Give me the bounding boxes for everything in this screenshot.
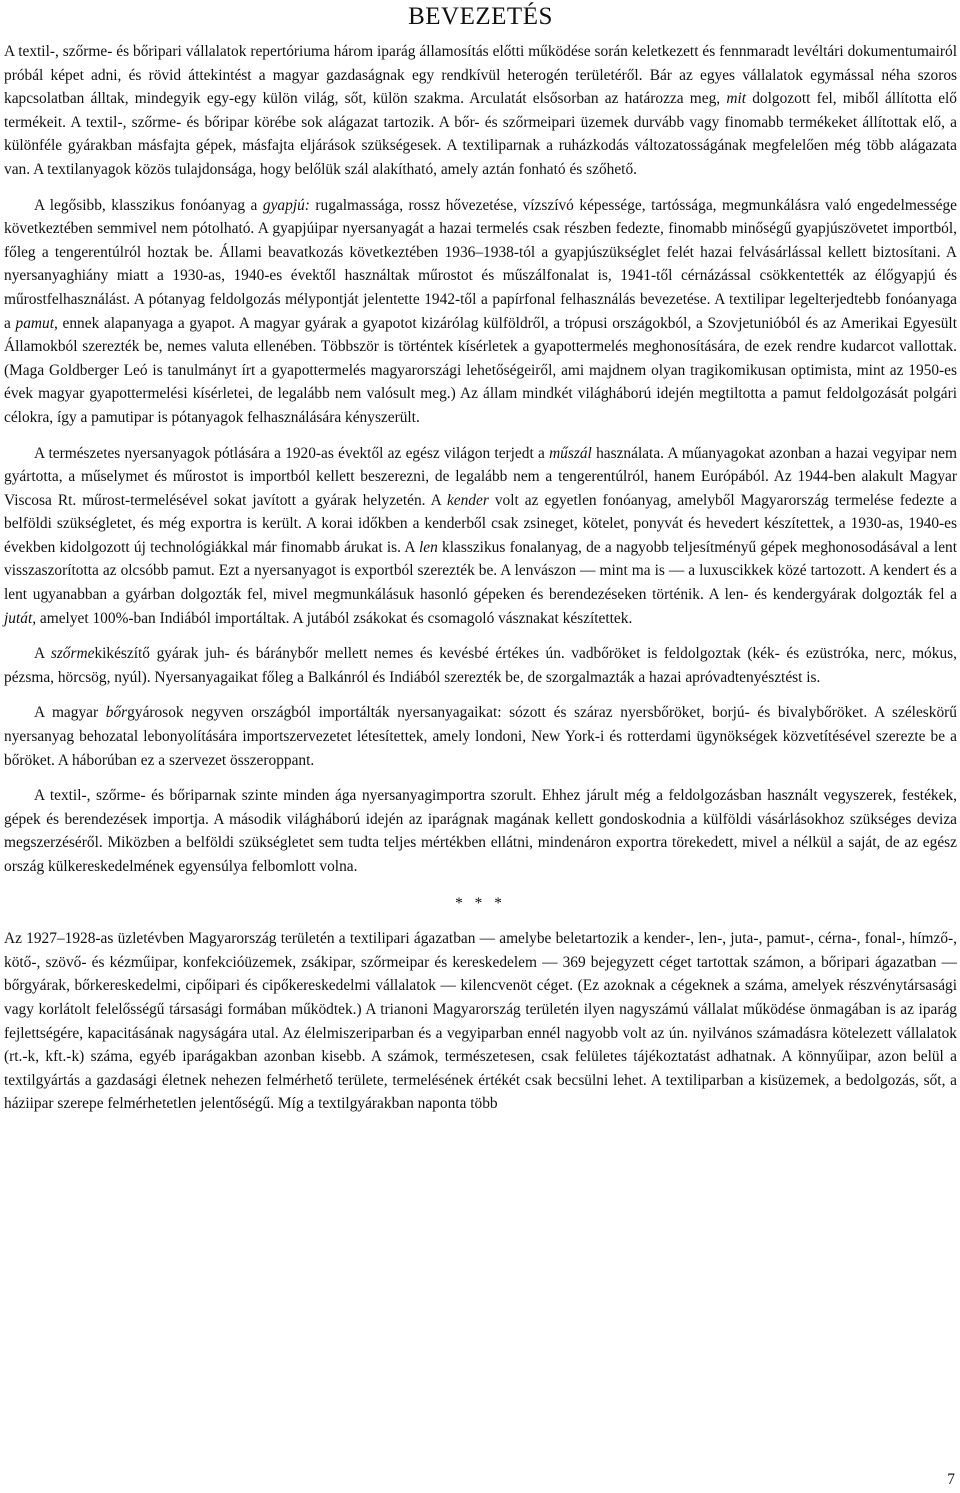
paragraph-text: Az 1927–1928-as üzletévben Magyarország területén a textilipari ágazatban — amelybe beletartozik a kender-, len-, juta-, pamut-, cérna-, fonal-, hímző-, kötő-, szövő- és kézműipar, konfekcióüzemek, zsákipar, szőrmeipar és kereskedelem — 369 bejegyzett céget tartottak számon, a bőripari ágazatban — bőrgyárak, bőrkereskedelmi, cipőipari és cipőkereskedelmi vállalatok — kilencvenöt céget. (Ez azoknak a cégeknek a száma, amelyek részvénytársasági vagy korlátolt felelősségű társasági formában működtek.) A trianoni Magyarország területén ilyen nagyszámú vállalat működése önmagában is az iparág fejlettségére, kapacitásának nagyságára utal. Az élelmiszeriparban és a vegyiparban ennél nagyobb volt az ún. nyilvános számadásra kötelezett vállalatok (rt.-k, kft.-k) száma, egyéb iparágakban azonban kisebb. A számok, természetesen, csak felületes tájékoztatást adhatnak. A könnyűipar, azon belül a textilgyártás a gazdasági életnek nehezen felmérhető területe, termelésének értékét csak becsülni lehet. A textiliparban a kisüzemek, a bedolgozás, sőt, a háziipar szerepe felmérhetetlen jelentőségű. Míg a textilgyárakban naponta több: [4, 930, 957, 1113]
emphasized-term: jutát,: [4, 609, 37, 627]
paragraph-text: dolgozott fel, miből állította elő termékeit. A textil-, szőrme- és bőripar körébe sok alágazat tartozik. A bőr- és szőrmeipari üzemek durvább vagy finomabb termékeket állítottak elő, a különféle gyárakban másfajta gépek, másfajta eljárások szükségesek. A textiliparnak a ruházkodás változatosságának megfelelően még több alágazata van. A textilanyagok közös tulajdonsága, hogy belőlük szál alakítható, amely aztán fonható és szőhető.: [4, 90, 957, 178]
emphasized-term: pamut,: [15, 314, 58, 332]
page-title: BEVEZETÉS: [408, 3, 553, 30]
emphasized-term: szőrme: [50, 645, 95, 663]
emphasized-term: kender: [446, 491, 489, 509]
body-paragraph: [4, 701, 957, 772]
paragraph-text: amelyet 100%-ban Indiából importáltak. A jutából zsákokat és csomagoló vásznakat készítettek.: [36, 609, 633, 627]
body-paragraph: [4, 194, 957, 430]
paragraph-text: A textil-, szőrme- és bőriparnak szinte minden ága nyersanyagimportra szorult. Ehhez járult még a feldolgozásban használt vegyszerek, festékek, gépek és berendezések importja. A második világháború idején az iparágnak magának kellett gondoskodnia a külföldi vásárlásokhoz szükséges deviza megszerzéséről. Miközben a belföldi szükségletet sem tudta teljes mértékben ellátni, mindenáron exportra törekedett, mivel a nélkül a saját, de az egész ország külkereskedelmének egyensúlya felbomlott volna.: [4, 787, 957, 875]
paragraph-text: A textil-, szőrme- és bőripari vállalatok repertóriuma három iparág államosítás előtti működése során keletkezett és fennmaradt levéltári dokumentumairól próbál képet adni, és rövid áttekintést a magyar gazdaságnak egy rendkívül heterogén területéről. Bár az egyes vállalatok egymással néha szoros kapcsolatban álltak, mindegyik egy-egy külön világ, sőt, külön szakma. Arculatát elsősorban az határozza meg,: [4, 43, 957, 108]
body-paragraph: [4, 784, 957, 878]
paragraph-text: A magyar: [34, 704, 106, 722]
body-paragraph: [4, 927, 957, 1116]
paragraph-text: gyárosok negyven országból importálták nyersanyagaikat: sózott és száraz nyersbőröket, borjú- és bivalybőröket. A széleskörű nyersanyag behozatal lebonyolítására importszervezetet létesítettek, amely londoni, New York-i és rotterdami ügynökségek közvetítésével szerezte be a bőröket. A háborúban ez a szervezet összeroppant.: [4, 704, 957, 769]
paragraph-text: A természetes nyersanyagok pótlására a 1920-as évektől az egész világon terjedt a: [34, 444, 550, 462]
emphasized-term: gyapjú:: [262, 196, 310, 214]
paragraph-text: klasszikus fonalanyag, de a nagyobb teljesítményű gépek meghonosodásával a lent visszaszorította az olcsóbb pamut. Ezt a nyersanyagot is exportból szerezték be. A lenvászon — mint ma is — a luxuscikkek közé tartozott. A kendert és a lent ugyanabban a gyárban dolgozták fel, mivel megmunkálásuk hasonló gépeken és berendezéseken történik. A len- és kendergyárak dolgozták fel a: [4, 538, 957, 604]
emphasized-term: mit: [726, 90, 747, 108]
paragraph-text: rugalmassága, rossz hővezetése, vízszívó képessége, tartóssága, megmunkálásra való engedelmessége következtében semmivel nem pótolható. A gyapjúipar nyersanyagát a hazai termelés csak részben fedezte, finomabb minőségű gyapjúszövetet importból, főleg a tengerentúlról hoztak be. Állami beavatkozás következtében 1936–1938-tól a gyapjúszükséglet felét hazai felvásárlással kellett biztosítani. A nyersanyaghiány miatt a 1930-as, 1940-es évektől használtak műrostot és műszálfonalat is, 1941-től cérnázással csökkentették az élőgyapjú és műrostfelhasználást. A pótanyag feldolgozás mélypontját jelentette 1942-től a papírfonal felhasználás bevezetése. A textilipar legelterjedtebb fonóanyaga a: [4, 196, 957, 332]
paragraph-text: ennek alapanyaga a gyapot. A magyar gyárak a gyapotot kizárólag külföldről, a trópusi országokból, a Szovjetunióból és az Amerikai Egyesült Államokból szerezték be, nemes valuta ellenében. Többször is történtek kísérletek a gyapottermelés meghonosítására, de ezek rendre kudarcot vallottak. (Maga Goldberger Leó is tanulmányt írt a gyapottermelés magyarországi lehetőségeiről, ami majdnem olyan tragikomikusan optimista, mint az 1950-es évek magyar gyapottermelési kísérletei, de legalább nem valósult meg.) Az állam mindkét világháború idején megtiltotta a pamut feldolgozását polgári célokra, így a pamutipar is pótanyagok felhasználására kényszerült.: [4, 314, 957, 426]
document-body: [4, 40, 957, 1116]
emphasized-term: bőr: [105, 704, 128, 722]
body-paragraph: [4, 642, 957, 689]
paragraph-text: A: [34, 645, 51, 663]
body-paragraph: [4, 442, 957, 631]
paragraph-text: volt az egyetlen fonóanyag, amelyből Magyarország termelése fedezte a belföldi szükségletet, és még exportra is került. A korai időkben a kenderből csak zsineget, kötelet, ponyvát és hevedert készítettek, a 1930-as, 1940-es években kidolgozott új technológiákkal már finomabb árukat is. A: [4, 491, 957, 556]
section-separator: * * *: [455, 894, 506, 912]
body-paragraph: [4, 40, 957, 182]
paragraph-text: A legősibb, klasszikus fonóanyag a: [34, 196, 263, 214]
paragraph-text: használata. A műanyagokat azonban a hazai vegyipar nem gyártotta, a műselymet és műrostot is importból kellett beszerezni, de legalább nem a tengerentúlról, hanem Európából. Az 1944-ben alakult Magyar Viscosa Rt. műrost-termelésével sokat javított a gyárak helyzetén. A: [4, 444, 957, 509]
document-page: [4, 0, 957, 1493]
page-number: 7: [947, 1471, 955, 1488]
emphasized-term: len: [418, 538, 438, 556]
emphasized-term: műszál: [549, 444, 592, 462]
paragraph-text: kikészítő gyárak juh- és báránybőr mellett nemes és kevésbé értékes ún. vadbőröket is feldolgoztak (kék- és ezüstróka, nerc, mókus, pézsma, hörcsög, nyúl). Nyersanyagaikat főleg a Balkánról és Indiából szerezték be, de szorgalmazták a hazai apróvadtenyésztést is.: [4, 645, 957, 686]
